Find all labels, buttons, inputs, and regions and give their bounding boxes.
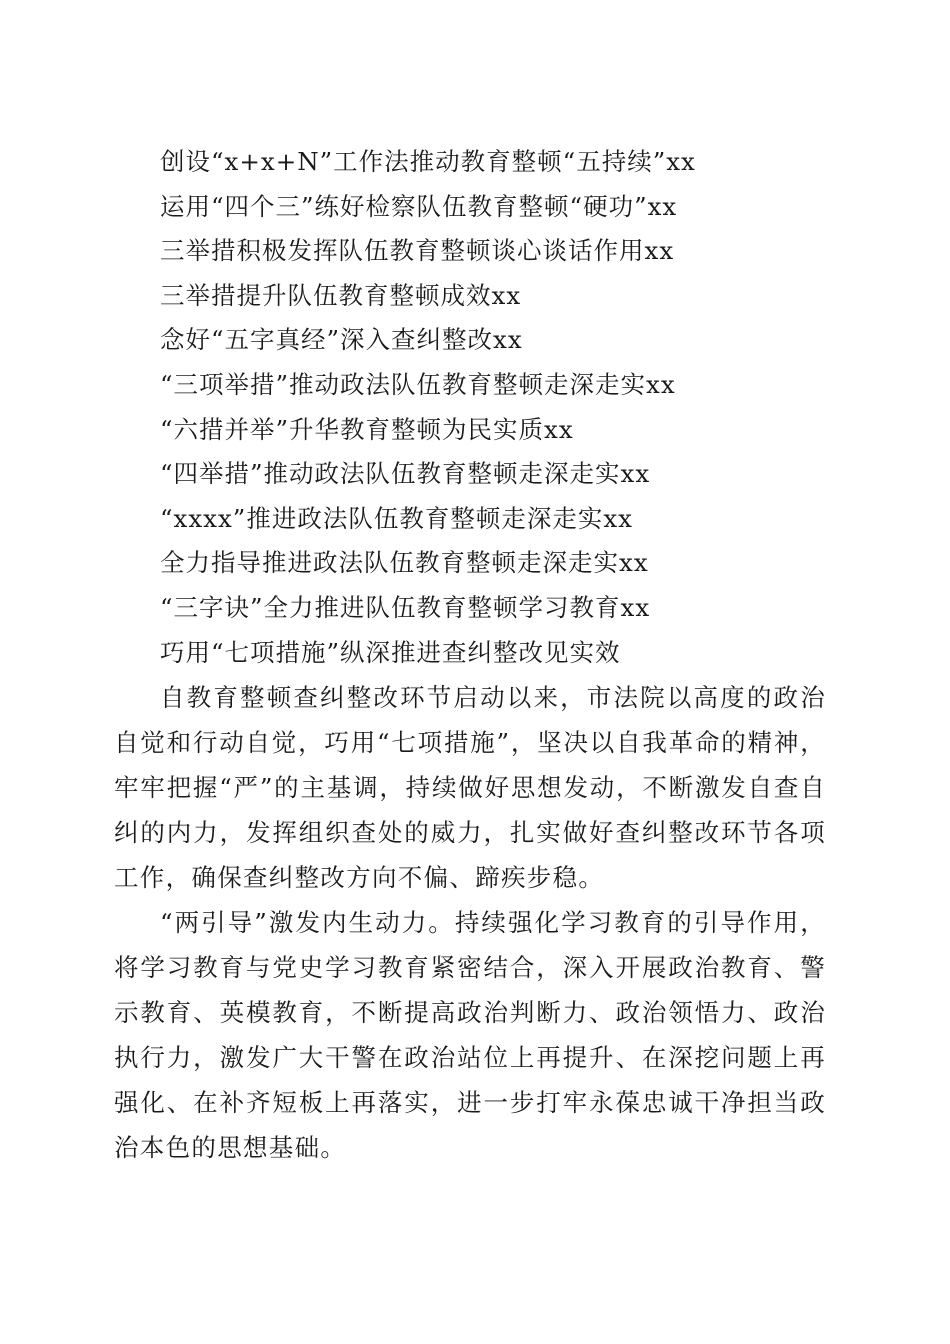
toc-item: “三字诀”全力推进队伍教育整顿学习教育xx — [160, 592, 651, 622]
toc-item: “六措并举”升华教育整顿为民实质xx — [160, 414, 574, 444]
toc-item: 巧用“七项措施”纵深推进查纠整改见实效 — [160, 637, 621, 667]
toc-item: “三项举措”推动政法队伍教育整顿走深走实xx — [160, 369, 676, 399]
toc-item: 全力指导推进政法队伍教育整顿走深走实xx — [160, 548, 649, 578]
document-body — [114, 140, 826, 1170]
toc-item: 念好“五字真经”深入查纠整改xx — [160, 325, 523, 355]
toc-item: “xxxx”推进政法队伍教育整顿走深走实xx — [160, 503, 633, 533]
toc-item: 三举措积极发挥队伍教育整顿谈心谈话作用xx — [160, 236, 675, 266]
intro-paragraph: 自教育整顿查纠整改环节启动以来，市法院以高度的政治自觉和行动自觉，巧用“七项措施”，坚决以自我革命的精神，牢牢把握“严”的主基调，持续做好思想发动，不断激发自查自纠的内力，发挥组织查处的威力，扎实做好查纠整改环节各项工作，确保查纠整改方向不偏、蹄疾步稳。 — [114, 683, 826, 893]
toc-item: 三举措提升队伍教育整顿成效xx — [160, 280, 522, 310]
toc-item: 创设“x+x+N”工作法推动教育整顿“五持续”xx — [160, 147, 696, 176]
toc-item: “四举措”推动政法队伍教育整顿走深走实xx — [160, 459, 651, 489]
toc-list — [114, 140, 826, 675]
body-paragraph: “两引导”激发内生动力。持续强化学习教育的引导作用，将学习教育与党史学习教育紧密结合，深入开展政治教育、警示教育、英模教育，不断提高政治判断力、政治领悟力、政治执行力，激发广大干警在政治站位上再提升、在深挖问题上再强化、在补齐短板上再落实，进一步打牢永葆忠诚干净担当政治本色的思想基础。 — [114, 908, 826, 1163]
toc-item: 运用“四个三”练好检察队伍教育整顿“硬功”xx — [160, 191, 678, 221]
